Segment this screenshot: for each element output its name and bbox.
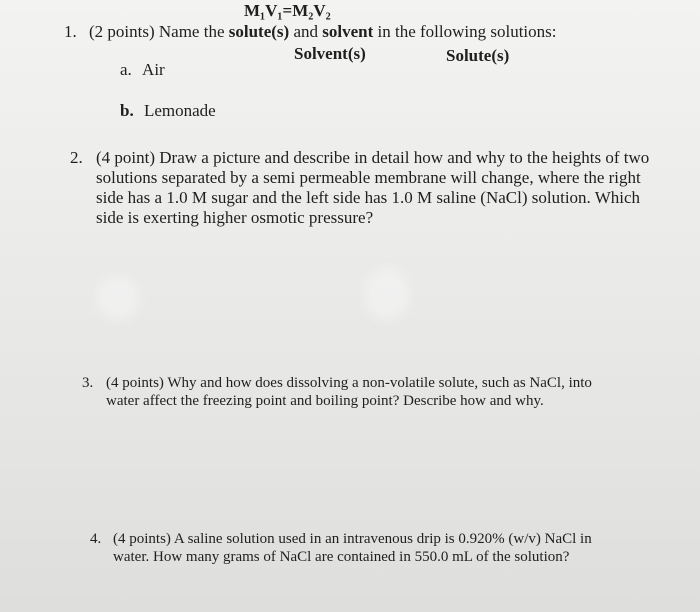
question-number: 1. (64, 22, 77, 41)
question-3-line: (4 points) Why and how does dissolving a non-volatile solute, such as NaCl, into (106, 375, 592, 391)
question-4-line: (4 points) A saline solution used in an intravenous drip is 0.920% (w/v) NaCl in (113, 531, 592, 547)
question-4-text (113, 530, 592, 566)
paper-smudge (364, 268, 410, 320)
column-header-solvent: Solvent(s) (294, 44, 366, 63)
item-b-text: Lemonade (143, 101, 216, 120)
solute-term: solute(s) (228, 22, 290, 41)
question-1-points: (2 points) Name the (89, 22, 229, 41)
item-a-text: Air (142, 60, 165, 79)
question-2-line: solutions separated by a semi permeable membrane will change, where the right (96, 168, 641, 187)
question-2-text (96, 148, 649, 228)
and-word: and (289, 22, 323, 41)
question-1 (64, 22, 556, 42)
question-4-number: 4. (90, 531, 102, 547)
question-2-number: 2. (70, 148, 83, 167)
column-header-solute: Solute(s) (446, 46, 510, 65)
question-2-line: side is exerting higher osmotic pressure? (96, 208, 374, 227)
item-a (120, 60, 165, 80)
item-b (120, 101, 216, 121)
solvent-term: solvent (322, 22, 374, 41)
question-2-line: (4 point) Draw a picture and describe in detail how and why to the heights of two (96, 148, 650, 167)
question-1-rest: in the following solutions: (373, 22, 557, 41)
question-2-line: side has a 1.0 M sugar and the left side has 1.0 M saline (NaCl) solution. Which (96, 188, 641, 207)
item-b-label: b. (120, 101, 134, 120)
question-3-text (106, 374, 592, 410)
paper-smudge (96, 276, 140, 320)
formula-header: M₁V₁=M₂V₂ (244, 1, 331, 20)
question-3-number: 3. (82, 375, 94, 391)
question-4-line: water. How many grams of NaCl are contained in 550.0 mL of the solution? (113, 549, 570, 565)
question-3-line: water affect the freezing point and boiling point? Describe how and why. (106, 393, 544, 409)
item-a-label: a. (120, 60, 132, 79)
